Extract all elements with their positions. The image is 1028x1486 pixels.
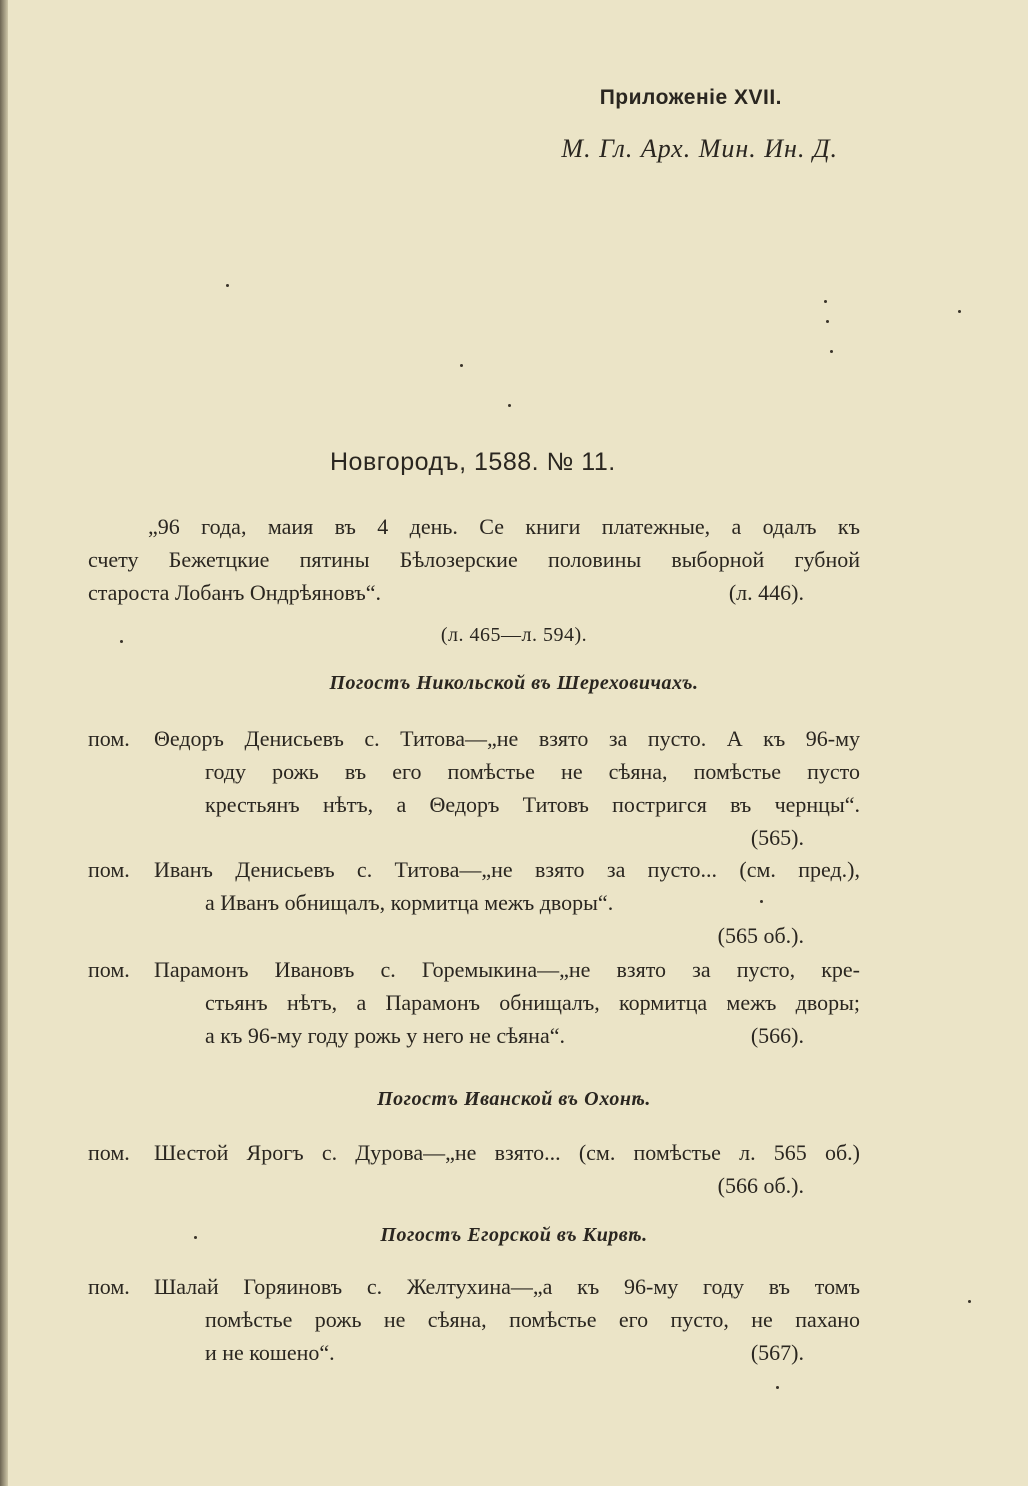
paper-speck (776, 1386, 779, 1389)
paper-speck (958, 310, 961, 313)
entry-line: стьянъ нѣтъ, а Парамонъ обнищалъ, кормитца межъ дворы; (205, 990, 860, 1015)
entry-first-line (88, 853, 860, 886)
paper-speck (830, 350, 833, 353)
entry-line: Иванъ Денисьевъ с. Титова—„не взято за пусто... (см. пред.), (154, 857, 860, 882)
entry-leaf-reference: (566). (750, 1023, 804, 1048)
paper-speck (760, 900, 763, 903)
entry-prefix: пом. (88, 1274, 130, 1299)
entry-line: крестьянъ нѣтъ, а Θедоръ Титовъ постригся въ чернцы“. (205, 792, 860, 817)
document-title: Новгородъ, 1588. № 11. (330, 448, 616, 476)
archive-reference: М. Гл. Арх. Мин. Ин. Д. (561, 134, 838, 163)
entry-prefix: пом. (88, 1140, 130, 1165)
entry-line-last (88, 1019, 860, 1052)
opening-quote (88, 510, 860, 609)
entry-line: а Иванъ обнищалъ, кормитца межъ дворы“. (205, 890, 614, 915)
paper-speck (826, 320, 829, 323)
entry-shalay-goryainov (88, 1270, 860, 1369)
appendix-heading: Приложеніе XVII. (599, 86, 782, 109)
quote-line: счету Бежетцкие пятины Бѣлозерские половины выборной губной (88, 547, 860, 572)
entry-line: а къ 96-му году рожь у него не сѣяна“. (205, 1023, 565, 1048)
paper-speck (226, 284, 229, 287)
entry-paramon-ivanov (88, 953, 860, 1052)
entry-prefix: пом. (88, 857, 130, 882)
entry-first-line (88, 953, 860, 986)
entry-line: помѣстье рожь не сѣяна, помѣстье его пусто, не пахано (205, 1307, 860, 1332)
entry-line-last (88, 1336, 860, 1369)
entry-leaf-reference: (565 об.). (717, 923, 804, 948)
entry-shestoy-yarog (88, 1136, 860, 1202)
paper-speck (194, 1236, 197, 1239)
entry-leaf-reference: (566 об.). (717, 1173, 804, 1198)
page-binding-edge (0, 0, 8, 1486)
entry-line: Шалай Горяиновъ с. Желтухина—„а къ 96-му году въ томъ (154, 1274, 860, 1299)
paper-speck (968, 1300, 971, 1303)
paper-speck (824, 300, 827, 303)
entry-fedor-denisev (88, 722, 860, 854)
quote-leaf-reference: (л. 446). (728, 580, 804, 605)
entry-ivan-denisev (88, 853, 860, 952)
quote-line-last (88, 576, 860, 609)
entry-leaf-reference: (567). (750, 1340, 804, 1365)
entry-line: Θедоръ Денисьевъ с. Титова—„не взято за пусто. А къ 96-му (154, 726, 860, 751)
entry-leaf-reference: (565). (750, 825, 804, 850)
quote-line-text: староста Лобанъ Ондрѣяновъ“. (88, 580, 382, 605)
entry-line: Шестой Ярогъ с. Дурова—„не взято... (см. помѣстье л. 565 об.) (154, 1140, 860, 1165)
entry-prefix: пом. (88, 957, 130, 982)
entry-first-line (88, 1270, 860, 1303)
entry-line: Парамонъ Ивановъ с. Горемыкина—„не взято за пусто, кре- (154, 957, 860, 982)
paper-speck (508, 404, 511, 407)
entry-line: году рожь въ его помѣстье не сѣяна, помѣстье пусто (205, 759, 860, 784)
paper-speck (460, 364, 463, 367)
quote-line: „96 года, маия въ 4 день. Се книги платежные, а одалъ къ (148, 514, 860, 539)
entry-first-line (88, 1136, 860, 1169)
section-title-nikolskoy: Погостъ Никольской въ Шереховичахъ. (329, 672, 699, 694)
paper-speck (120, 640, 123, 643)
entry-prefix: пом. (88, 726, 130, 751)
section-title-ivanskoy: Погостъ Иванской въ Охонѣ. (377, 1088, 651, 1110)
leaf-range: (л. 465—л. 594). (440, 624, 588, 646)
section-title-egorskoy: Погостъ Егорской въ Кирвѣ. (380, 1224, 648, 1246)
entry-line: и не кошено“. (205, 1340, 335, 1365)
entry-first-line (88, 722, 860, 755)
